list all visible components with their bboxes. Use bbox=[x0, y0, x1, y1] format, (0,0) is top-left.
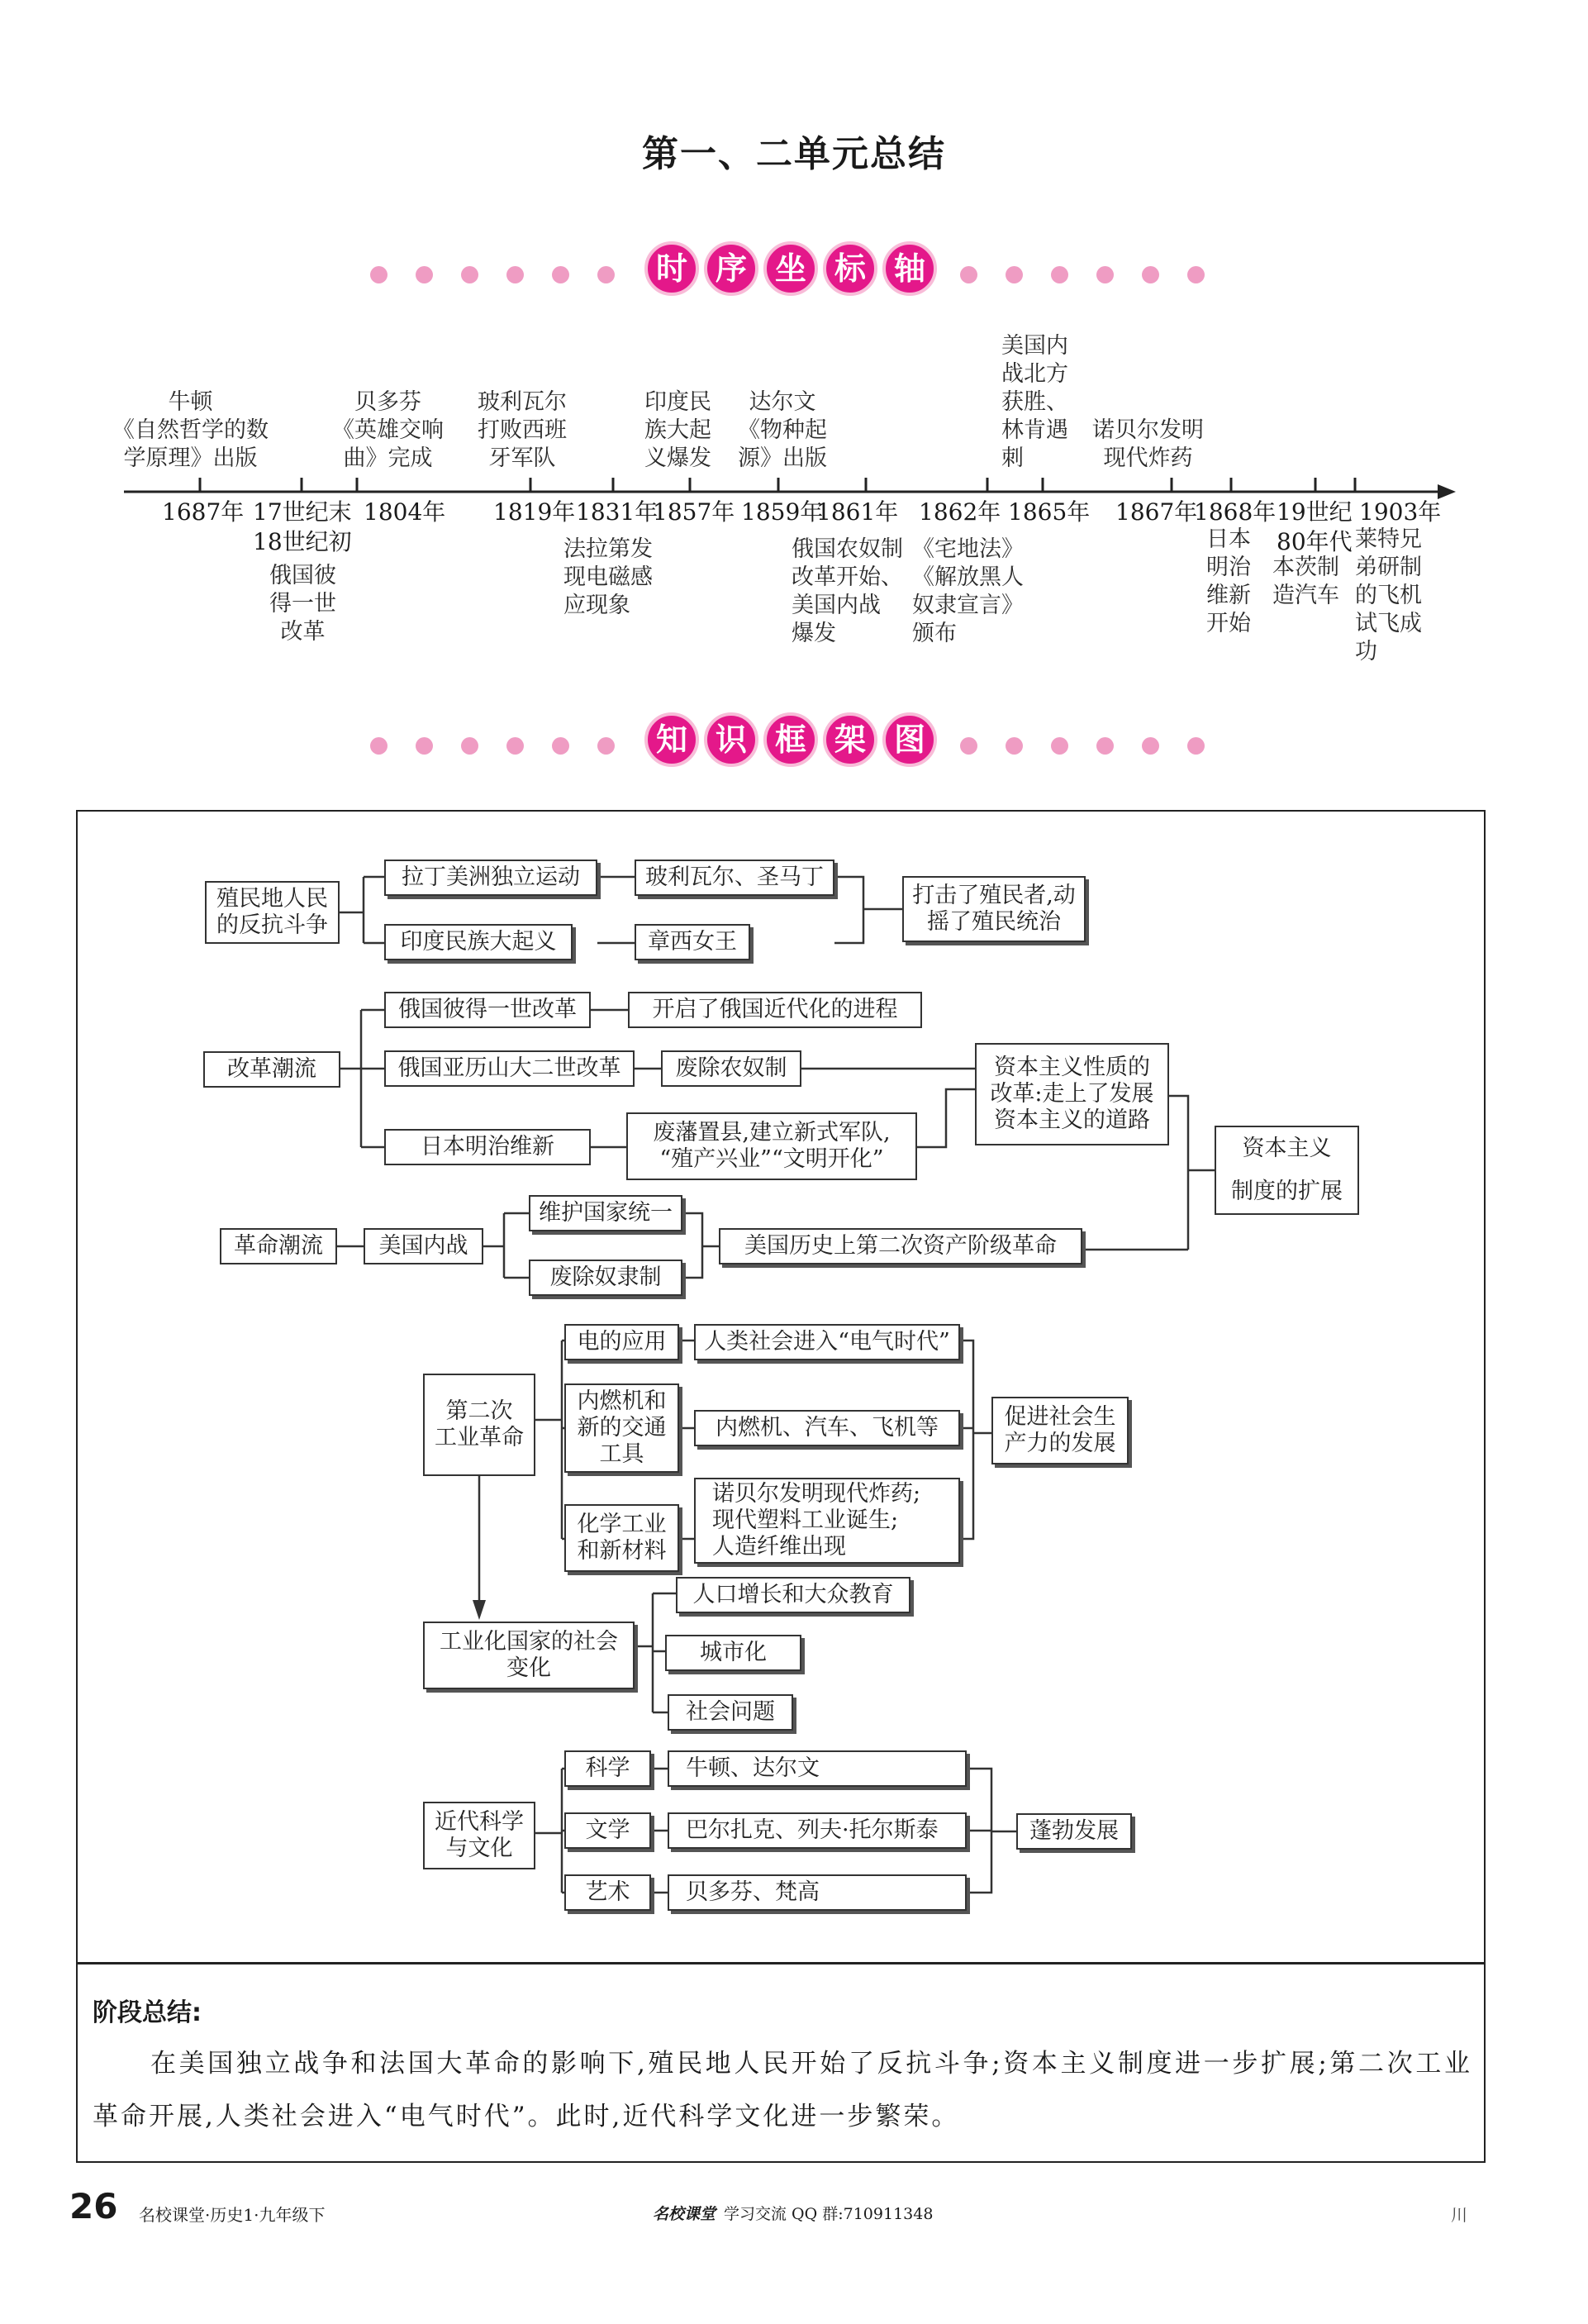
banner-char: 图 bbox=[882, 712, 937, 767]
second-industrial-revolution-box: 第二次 工业革命 bbox=[423, 1374, 535, 1476]
meiji-detail-box: 废藩置县,建立新式军队, “殖产兴业”“文明开化” bbox=[626, 1112, 917, 1180]
timeline-year: 1862年 bbox=[919, 498, 1001, 526]
banner-char: 序 bbox=[704, 241, 758, 296]
capitalism-expand-box: 资本主义 制度的扩展 bbox=[1215, 1126, 1359, 1215]
banner-char: 轴 bbox=[882, 241, 937, 296]
colonial-struggle-box: 殖民地人民 的反抗斗争 bbox=[205, 881, 340, 944]
timeline-event: 俄国农奴制 改革开始、 美国内战 爆发 bbox=[792, 536, 903, 646]
urbanization-box: 城市化 bbox=[665, 1635, 801, 1671]
timeline-event: 玻利瓦尔 打败西班 牙军队 bbox=[478, 389, 567, 471]
timeline-year: 19世纪 bbox=[1277, 498, 1353, 526]
book-title: 名校课堂·历史1·九年级下 bbox=[139, 2205, 326, 2225]
alexander-reform-box: 俄国亚历山大二世改革 bbox=[384, 1050, 635, 1087]
science-items-box: 牛顿、达尔文 bbox=[668, 1750, 967, 1787]
timeline-event: 达尔文 《物种起 源》出版 bbox=[738, 389, 827, 471]
queen-jhansi-box: 章西女王 bbox=[635, 924, 750, 960]
timeline-event: 莱特兄 弟研制 的飞机 试飞成 功 bbox=[1355, 526, 1422, 664]
timeline-year: 17世纪末 bbox=[253, 498, 352, 526]
art-items-box: 贝多芬、梵高 bbox=[668, 1874, 967, 1911]
latin-america-box: 拉丁美洲独立运动 bbox=[384, 860, 597, 896]
chemical-items-box: 诺贝尔发明现代炸药; 现代塑料工业诞生; 人造纤维出现 bbox=[694, 1478, 960, 1564]
electricity-box: 电的应用 bbox=[564, 1324, 679, 1360]
art-box: 艺术 bbox=[564, 1874, 651, 1911]
timeline-year: 1831年 bbox=[576, 498, 658, 526]
science-box: 科学 bbox=[564, 1750, 651, 1787]
timeline-year-sub: 18世纪初 bbox=[253, 528, 352, 555]
timeline-year: 1804年 bbox=[364, 498, 446, 526]
timeline-event: 印度民 族大起 义爆发 bbox=[644, 389, 711, 471]
timeline-event: 诺贝尔发明 现代炸药 bbox=[1092, 417, 1204, 471]
timeline-event: 《宅地法》 《解放黑人 奴隶宣言》 颁布 bbox=[912, 536, 1024, 646]
slavery-abolition-box: 废除奴隶制 bbox=[529, 1260, 682, 1296]
literature-items-box: 巴尔扎克、列夫·托尔斯泰 bbox=[668, 1812, 967, 1849]
peter-result-box: 开启了俄国近代化的进程 bbox=[628, 992, 922, 1028]
timeline-year: 1819年 bbox=[493, 498, 576, 526]
timeline-event: 日本 明治 维新 开始 bbox=[1206, 526, 1251, 636]
social-problems-box: 社会问题 bbox=[668, 1694, 793, 1731]
banner-char: 架 bbox=[823, 712, 877, 767]
brand-logo: 名校课堂 bbox=[653, 2205, 716, 2223]
page-number: 26 bbox=[69, 2186, 118, 2226]
qq-group: 学习交流 QQ 群:710911348 bbox=[724, 2205, 934, 2223]
timeline-year: 1865年 bbox=[1008, 498, 1091, 526]
peter-reform-box: 俄国彼得一世改革 bbox=[384, 992, 591, 1028]
timeline-event: 法拉第发 现电磁感 应现象 bbox=[563, 536, 653, 618]
timeline-event: 美国内 战北方 获胜、 林肯遇 刺 bbox=[1001, 333, 1068, 471]
page-title: 第一、二单元总结 bbox=[642, 133, 946, 175]
timeline-event: 俄国彼 得一世 改革 bbox=[269, 563, 336, 645]
timeline-event: 本茨制 造汽车 bbox=[1272, 555, 1339, 608]
meiji-box: 日本明治维新 bbox=[384, 1129, 591, 1165]
reform-box: 改革潮流 bbox=[203, 1051, 340, 1088]
colonial-result-box: 打击了殖民者,动 摇了殖民统治 bbox=[902, 876, 1086, 942]
bolivar-box: 玻利瓦尔、圣马丁 bbox=[635, 860, 834, 896]
banner-char: 时 bbox=[644, 241, 699, 296]
chemical-industry-box: 化学工业 和新材料 bbox=[564, 1504, 679, 1572]
summary-text: 在美国独立战争和法国大革命的影响下,殖民地人民开始了反抗斗争;资本主义制度进一步扩展;第二次工业革命开展,人类社会进入“电气时代”。此时,近代科学文化进一步繁荣。 bbox=[93, 2049, 1472, 2131]
timeline-year: 1859年 bbox=[741, 498, 824, 526]
banner-char: 识 bbox=[704, 712, 758, 767]
timeline-year: 1857年 bbox=[653, 498, 735, 526]
india-uprising-box: 印度民族大起义 bbox=[384, 924, 573, 960]
engine-items-box: 内燃机、汽车、飞机等 bbox=[694, 1410, 960, 1446]
banner-char: 标 bbox=[823, 241, 877, 296]
banner-char: 坐 bbox=[763, 241, 818, 296]
revolution-box: 革命潮流 bbox=[220, 1228, 337, 1264]
banner-char: 知 bbox=[644, 712, 699, 767]
timeline-year: 1903年 bbox=[1359, 498, 1442, 526]
second-bourgeois-revolution-box: 美国历史上第二次资产阶级革命 bbox=[719, 1228, 1082, 1264]
timeline-event: 贝多芬 《英雄交响 曲》完成 bbox=[332, 389, 444, 471]
timeline-event: 牛顿 《自然哲学的数 学原理》出版 bbox=[112, 389, 269, 471]
flourish-box: 蓬勃发展 bbox=[1016, 1813, 1132, 1850]
capitalist-reform-box: 资本主义性质的 改革:走上了发展 资本主义的道路 bbox=[975, 1043, 1169, 1145]
summary-heading: 阶段总结: bbox=[93, 1998, 202, 2027]
timeline-year-sub: 80年代 bbox=[1277, 528, 1353, 555]
serf-abolition-box: 废除农奴制 bbox=[661, 1050, 801, 1087]
literature-box: 文学 bbox=[564, 1812, 651, 1849]
social-change-box: 工业化国家的社会 变化 bbox=[423, 1622, 635, 1689]
population-education-box: 人口增长和大众教育 bbox=[676, 1577, 910, 1613]
national-unity-box: 维护国家统一 bbox=[529, 1195, 682, 1231]
edition-mark: 川 bbox=[1451, 2205, 1467, 2225]
civil-war-box: 美国内战 bbox=[364, 1228, 483, 1264]
banner-char: 框 bbox=[763, 712, 818, 767]
combustion-engine-box: 内燃机和 新的交通 工具 bbox=[564, 1383, 679, 1473]
science-culture-box: 近代科学 与文化 bbox=[423, 1802, 535, 1869]
timeline-year: 1867年 bbox=[1115, 498, 1198, 526]
timeline-year: 1687年 bbox=[162, 498, 245, 526]
timeline-year: 1868年 bbox=[1194, 498, 1277, 526]
productivity-box: 促进社会生 产力的发展 bbox=[991, 1397, 1129, 1464]
timeline-year: 1861年 bbox=[816, 498, 899, 526]
electric-age-box: 人类社会进入“电气时代” bbox=[694, 1324, 960, 1360]
